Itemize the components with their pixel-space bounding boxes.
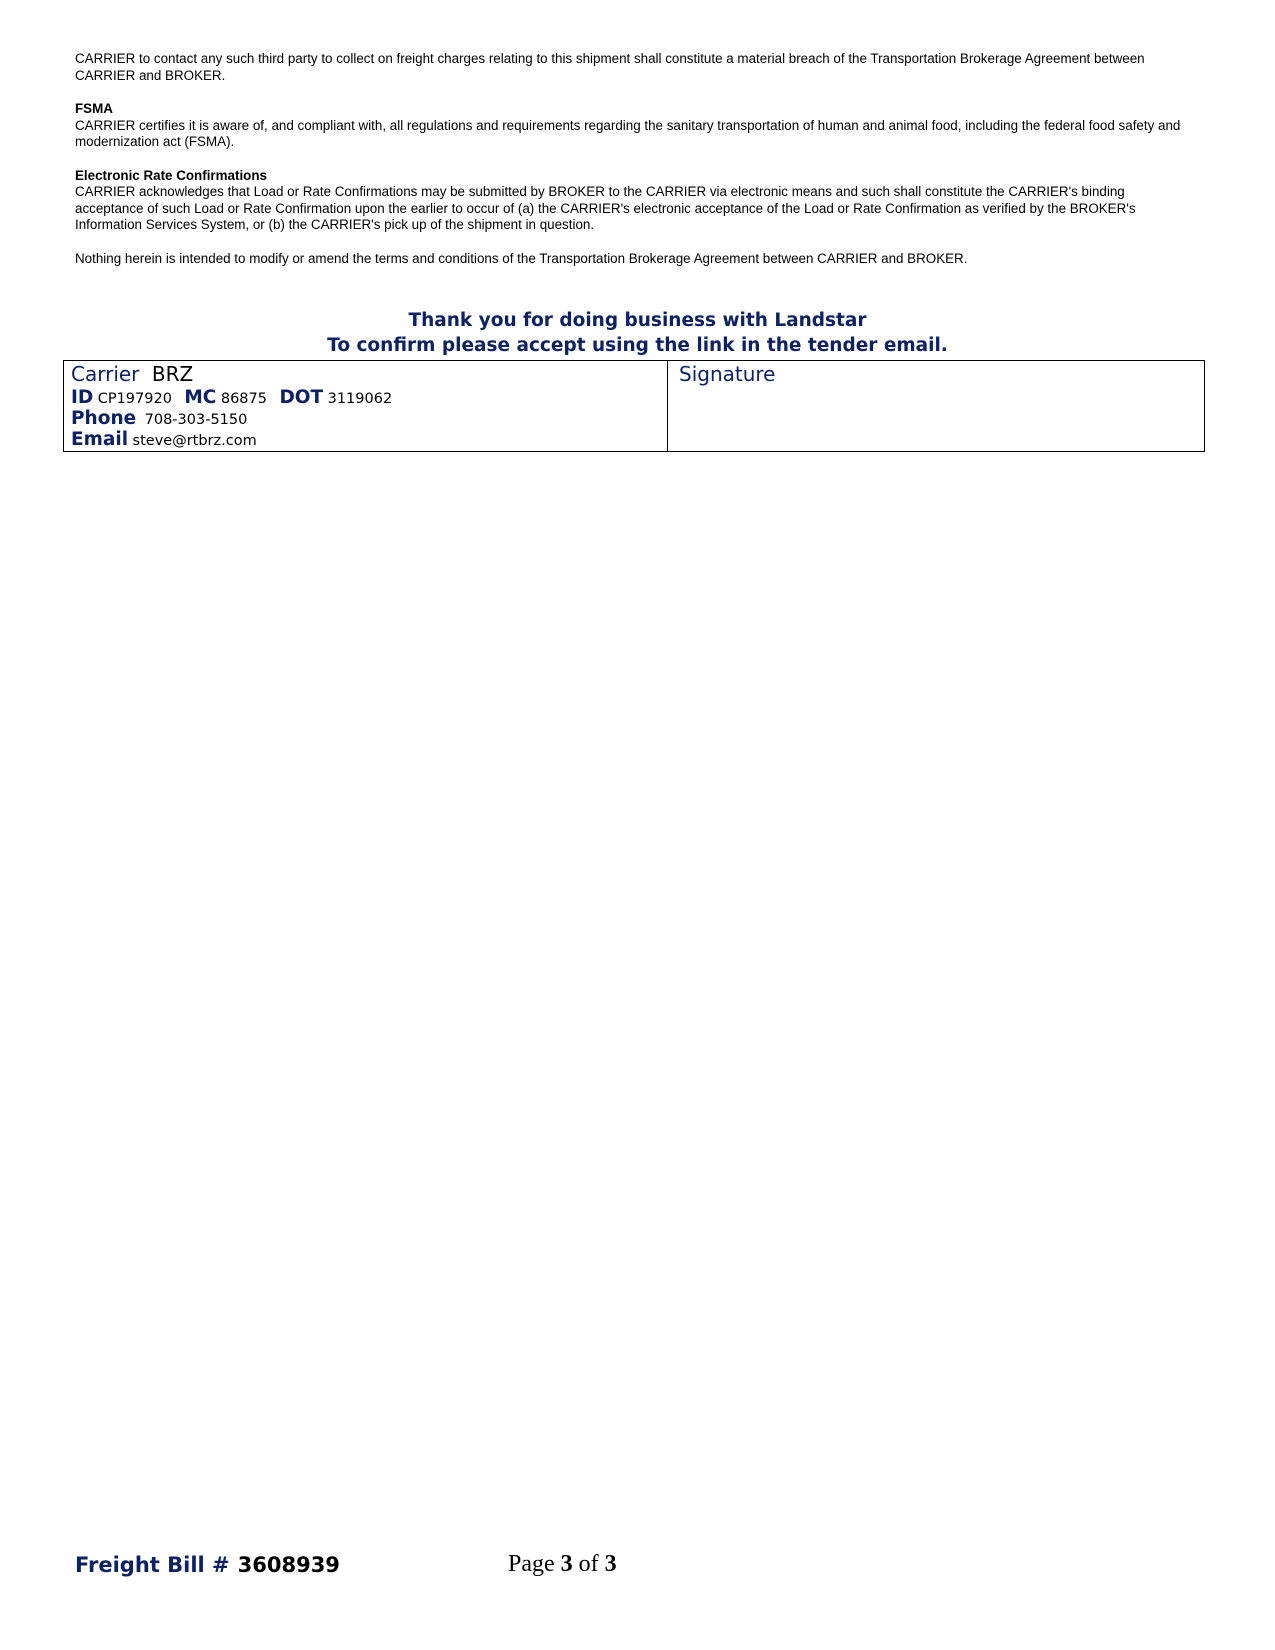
thanks-line: Thank you for doing business with Landstar	[408, 310, 867, 331]
carrier-row	[71, 361, 667, 387]
email-label: Email	[71, 429, 129, 450]
dot-label: DOT	[279, 387, 324, 408]
carrier-signature-box	[63, 360, 1205, 452]
id-label: ID	[71, 387, 94, 408]
confirm-instruction: To confirm please accept using the link in the tender email.	[327, 335, 948, 356]
carrier-value: BRZ	[151, 362, 194, 386]
fsma-body: CARRIER certifies it is aware of, and compliant with, all regulations and requirements regarding the sanitary transportation of human and animal food, including the federal food safety and modernization act (FSMA).	[75, 117, 1181, 149]
carrier-label: Carrier	[71, 362, 140, 386]
page-total: 3	[604, 1551, 617, 1577]
mc-label: MC	[184, 387, 217, 408]
id-value: CP197920	[97, 391, 172, 407]
freight-bill	[75, 1553, 340, 1577]
freight-bill-number: 3608939	[237, 1553, 340, 1577]
fsma-heading: FSMA	[75, 101, 113, 116]
fsma-section	[75, 101, 1195, 151]
erc-heading: Electronic Rate Confirmations	[75, 167, 267, 183]
page-indicator	[508, 1551, 617, 1578]
carrier-info-cell	[64, 361, 668, 452]
signature-label: Signature	[679, 362, 776, 386]
dot-value: 3119062	[327, 391, 393, 407]
phone-label: Phone	[71, 408, 137, 429]
terms-section	[75, 51, 1195, 284]
erc-section	[75, 168, 1195, 234]
carrier-ids-row	[71, 387, 667, 408]
erc-body: CARRIER acknowledges that Load or Rate Confirmations may be submitted by BROKER to the CARRIER via electronic means and such shall constitute the CARRIER's binding acceptance of such Load or Rate Confirmation upon the earlier to occur of (a) the CARRIER's electronic acceptance of the Load or Rate Confirmation as verified by the BROKER's Information Services System, or (b) the CARRIER's pick up of the shipment in question.	[75, 184, 1136, 232]
mc-value: 86875	[220, 391, 267, 407]
terms-paragraph-breach: CARRIER to contact any such third party to collect on freight charges relating to this shipment shall constitute a material breach of the Transportation Brokerage Agreement between CARRIER and BROKER.	[75, 51, 1145, 83]
email-value: steve@rtbrz.com	[132, 433, 257, 449]
phone-row	[71, 408, 667, 429]
phone-value: 708-303-5150	[144, 412, 248, 428]
freight-bill-label: Freight Bill #	[75, 1553, 230, 1577]
email-row	[71, 429, 667, 450]
signature-cell	[668, 361, 1205, 452]
page-word: Page	[508, 1551, 555, 1577]
terms-closing: Nothing herein is intended to modify or amend the terms and conditions of the Transportation Brokerage Agreement between CARRIER and BROKER.	[75, 250, 968, 266]
page-current: 3	[560, 1551, 573, 1577]
page-of: of	[578, 1551, 599, 1577]
